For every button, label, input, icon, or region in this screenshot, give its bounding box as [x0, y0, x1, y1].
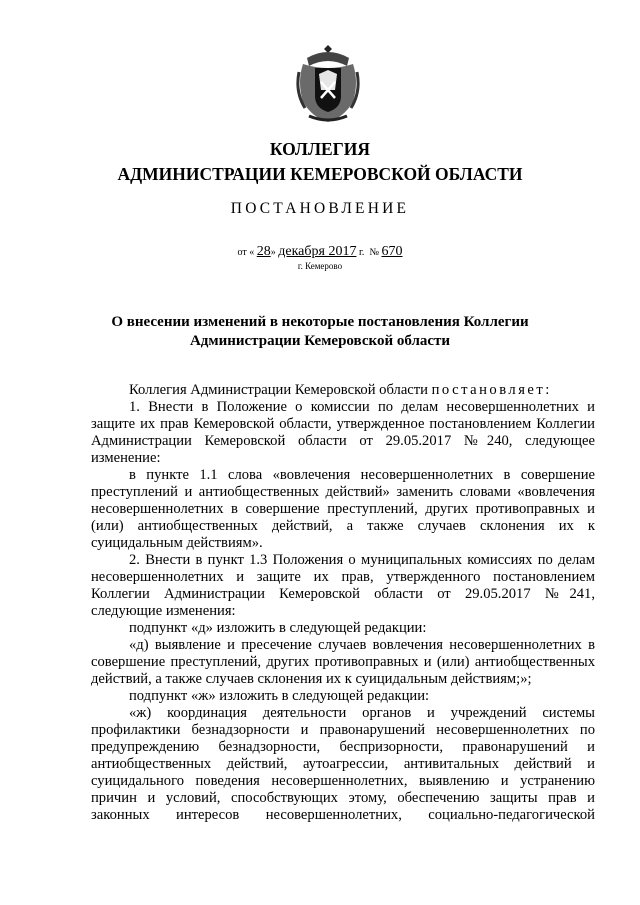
kemerovo-coat-of-arms-icon [295, 42, 361, 124]
date-quote: » [270, 247, 276, 258]
paragraph-1-change: в пункте 1.1 слова «вовлечения несовершеннолетних в совершение преступлений и антиобщественных действий» заменить словами «вовлечения несовершеннолетних в совершение преступлений, других противоправных и (или) антиобщественных действий, а также случаев склонения их к суицидальным действиям». [91, 467, 595, 551]
city: г. Кемерово [297, 261, 343, 271]
subject-line-1: О внесении изменений в некоторые постановления Коллегии [111, 314, 529, 330]
subpoint-d-intro: подпункт «д» изложить в следующей редакции: [129, 620, 427, 636]
document-subject [0, 313, 640, 351]
intro-paragraph [91, 382, 595, 399]
intro-spaced-verb: постановляет: [431, 382, 552, 398]
subject-line-2: Администрации Кемеровской области [189, 333, 451, 349]
council-title: КОЛЛЕГИЯ [269, 139, 371, 159]
paragraph-2: 2. Внести в пункт 1.3 Положения о муниципальных комиссиях по делам несовершеннолетних и защите их прав, утвержденного постановлением Коллегии Администрации Кемеровской области от 29.05.2017 №241, следующие изменения: [91, 552, 595, 619]
date-year-suffix: г. [358, 247, 365, 258]
document-type: ПОСТАНОВЛЕНИЕ [230, 200, 410, 217]
subpoint-d-text: «д) выявление и пресечение случаев вовлечения несовершеннолетних в совершение преступлений, других противоправных и (или) антиобщественных действий, а также случаев склонения их к суицидальным действиям;»; [91, 637, 595, 687]
date-month-year: декабря 2017 [278, 244, 357, 259]
paragraph-1: 1. Внести в Положение о комиссии по делам несовершеннолетних и защите их прав Кемеровской области, утвержденное постановлением Коллегии Администрации Кемеровской области от 29.05.2017 №240, следующее изменение: [91, 399, 595, 466]
date-line [0, 245, 640, 259]
number-label: № [369, 247, 379, 258]
date-prefix: от « [237, 247, 255, 258]
document-number: 670 [381, 244, 403, 259]
administration-title: АДМИНИСТРАЦИИ КЕМЕРОВСКОЙ ОБЛАСТИ [117, 164, 523, 184]
intro-text: Коллегия Администрации Кемеровской области [129, 382, 428, 398]
date-day: 28 [256, 244, 271, 259]
subpoint-zh-intro: подпункт «ж» изложить в следующей редакции: [129, 688, 430, 704]
document-body [91, 382, 595, 824]
subpoint-zh-text: «ж) координация деятельности органов и учреждений системы профилактики безнадзорности и правонарушений несовершеннолетних по предупреждению безнадзорности, беспризорности, правонарушений и антиобщественных действий, аутоагрессии, антивитальных действий и суицидального поведения несовершеннолетних, выявлению и устранению причин и условий, способствующих этому, обеспечению защиты прав и законных интересов несовершеннолетних, социально-педагогической [91, 705, 595, 823]
